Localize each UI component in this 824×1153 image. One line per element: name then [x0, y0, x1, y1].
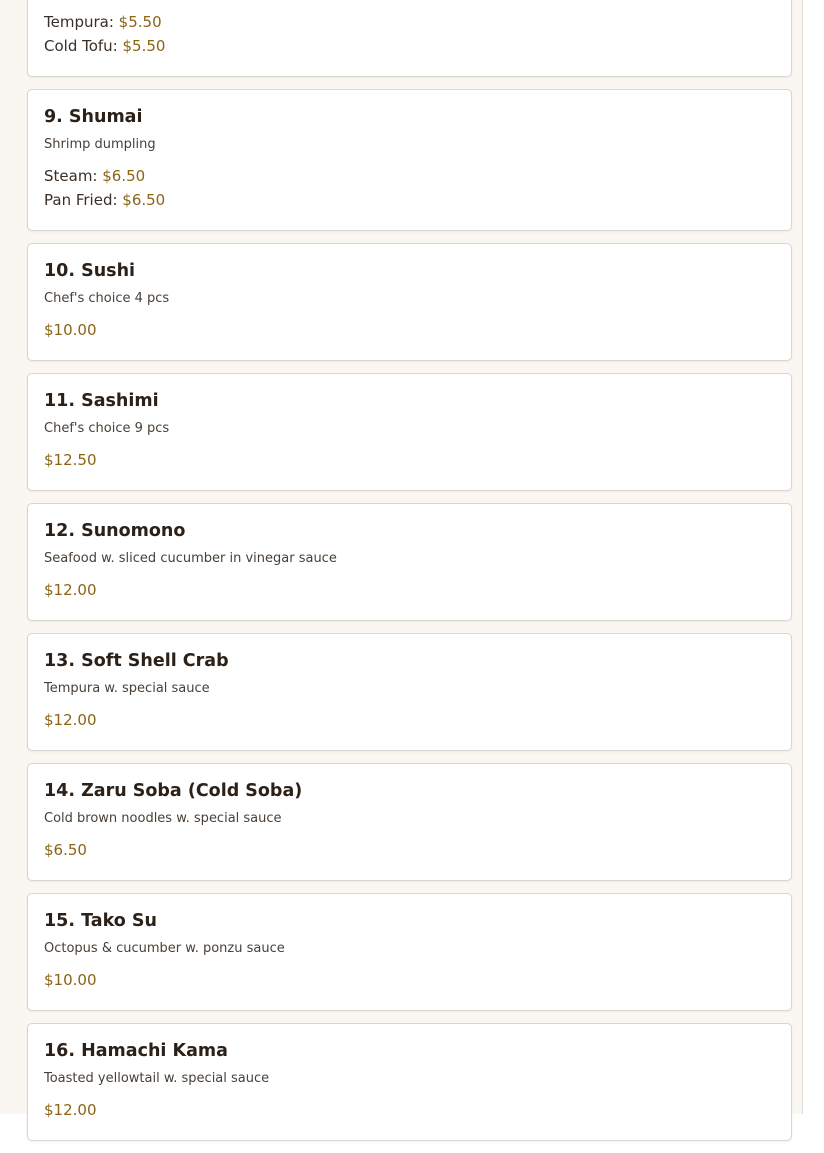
menu-item-card [27, 503, 792, 621]
menu-item-description: Seafood w. sliced cucumber in vinegar sauce [44, 551, 337, 566]
menu-item-prices [44, 10, 775, 58]
price-value: $5.50 [118, 13, 162, 31]
menu-item-card [27, 1023, 792, 1141]
menu-item-title: 12. Sunomono [44, 521, 186, 541]
menu-item-prices [44, 1098, 775, 1122]
menu-item-prices [44, 968, 775, 992]
menu-item-card [27, 763, 792, 881]
menu-item-title: 9. Shumai [44, 107, 143, 127]
price-value: $12.00 [44, 581, 97, 599]
menu-item-description: Chef's choice 9 pcs [44, 421, 170, 436]
menu-item-title: 10. Sushi [44, 261, 136, 281]
price-value: $10.00 [44, 971, 97, 989]
menu-item-card [27, 373, 792, 491]
price-value: $6.50 [44, 841, 87, 859]
menu-item-title: 15. Tako Su [44, 911, 157, 931]
menu-item-description: Tempura w. special sauce [44, 681, 210, 696]
menu-item-title: 16. Hamachi Kama [44, 1041, 228, 1061]
menu-item-description: Shrimp dumpling [44, 137, 156, 152]
price-option [44, 448, 775, 472]
menu-item-card [27, 0, 792, 77]
menu-item-prices [44, 578, 775, 602]
price-option [44, 34, 775, 58]
menu-item-prices [44, 838, 775, 862]
price-option-label: Steam: [44, 167, 103, 185]
menu-item-card [27, 893, 792, 1011]
menu-item-title: 13. Soft Shell Crab [44, 651, 229, 671]
price-value: $6.50 [122, 191, 166, 209]
menu-item-card [27, 243, 792, 361]
price-option-label: Cold Tofu: [44, 37, 123, 55]
price-value: $10.00 [44, 321, 97, 339]
price-value: $12.50 [44, 451, 97, 469]
price-option [44, 164, 775, 188]
menu-item-description: Octopus & cucumber w. ponzu sauce [44, 941, 285, 956]
menu-item-description: Cold brown noodles w. special sauce [44, 811, 282, 826]
menu-item-title: 14. Zaru Soba (Cold Soba) [44, 781, 303, 801]
price-option [44, 968, 775, 992]
price-option [44, 318, 775, 342]
menu-item-card [27, 89, 792, 231]
price-value: $12.00 [44, 711, 97, 729]
menu-item-prices [44, 164, 775, 212]
price-option-label: Pan Fried: [44, 191, 123, 209]
menu-item-list [27, 0, 792, 1153]
price-value: $6.50 [102, 167, 146, 185]
price-option [44, 708, 775, 732]
menu-item-prices [44, 708, 775, 732]
menu-item-prices [44, 318, 775, 342]
menu-item-card [27, 633, 792, 751]
price-value: $5.50 [122, 37, 166, 55]
menu-item-prices [44, 448, 775, 472]
price-option-label: Tempura: [44, 13, 119, 31]
price-option [44, 188, 775, 212]
menu-item-title: 11. Sashimi [44, 391, 159, 411]
price-option [44, 838, 775, 862]
menu-item-description: Toasted yellowtail w. special sauce [44, 1071, 270, 1086]
price-option [44, 1098, 775, 1122]
menu-item-description: Chef's choice 4 pcs [44, 291, 170, 306]
price-option [44, 10, 775, 34]
price-option [44, 578, 775, 602]
price-value: $12.00 [44, 1101, 97, 1119]
